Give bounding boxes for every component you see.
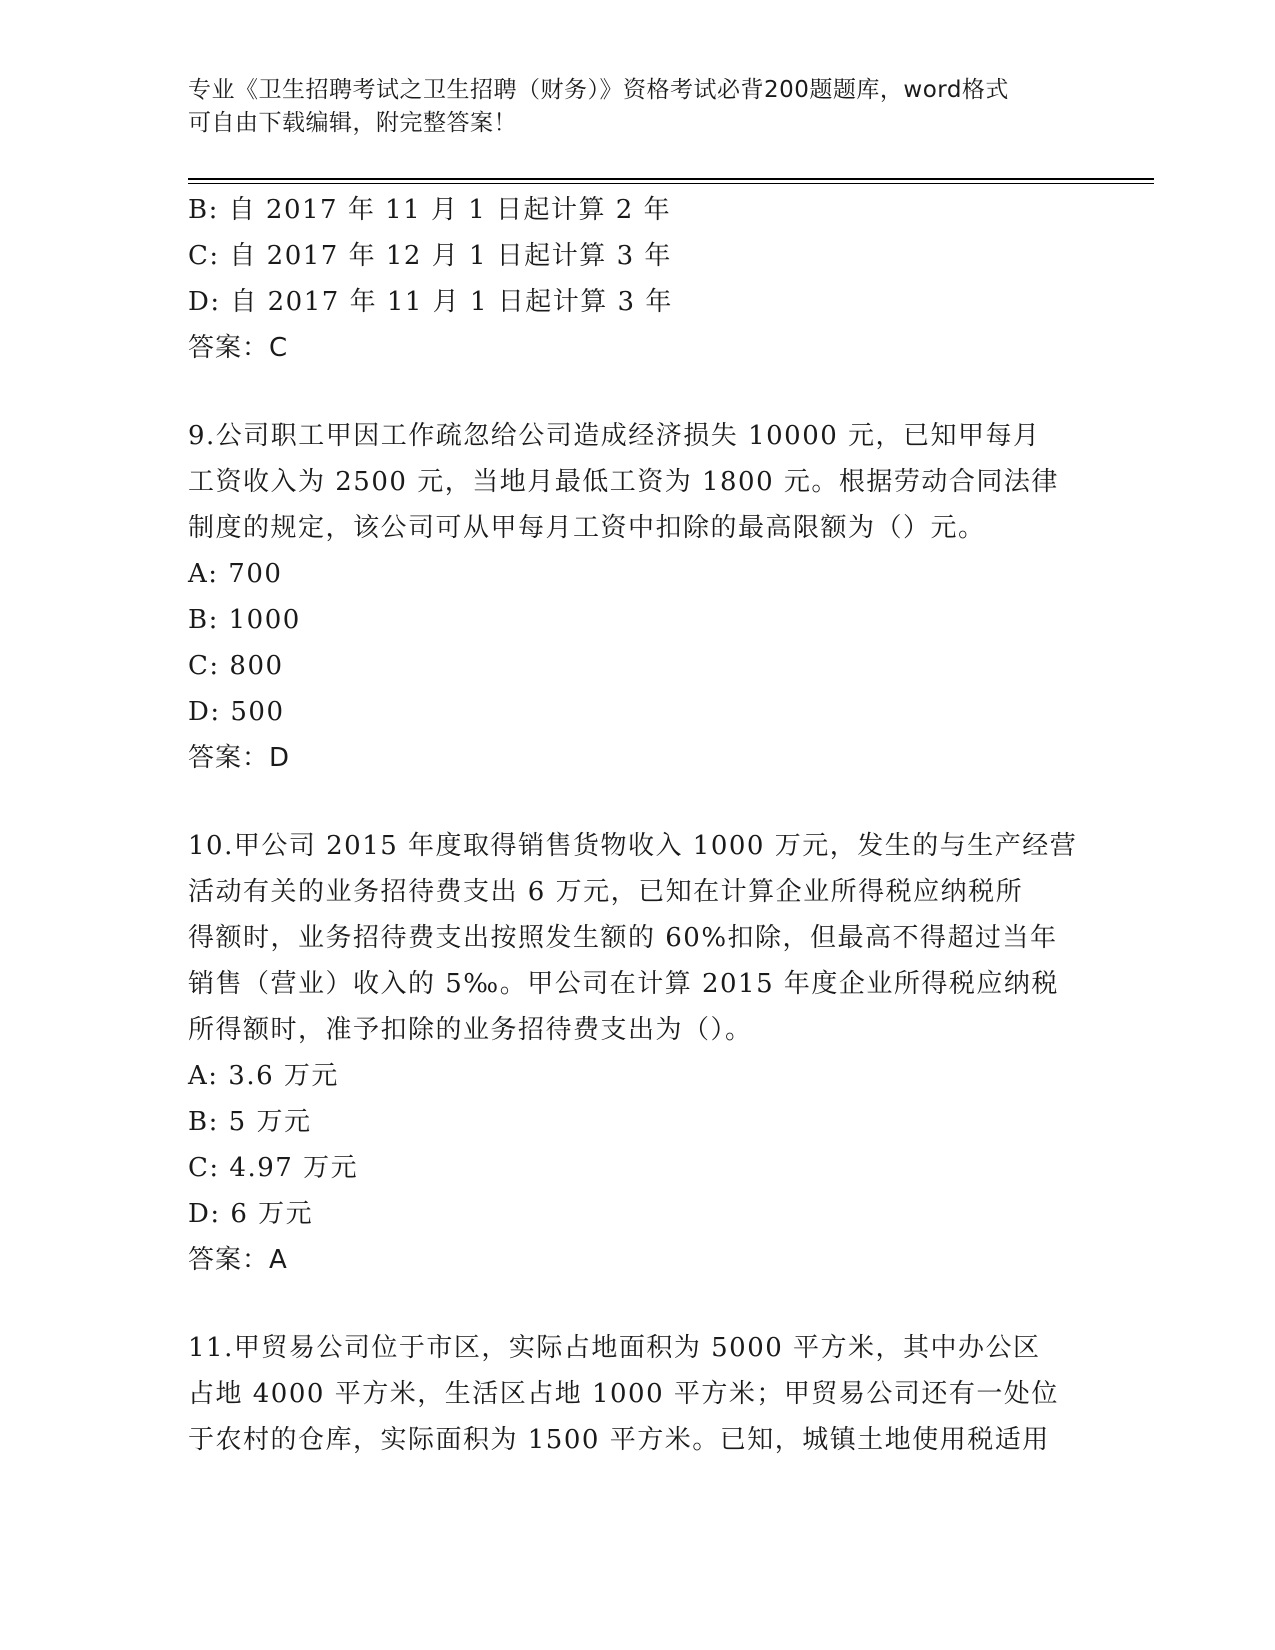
question-text-line: 工资收入为 2500 元，当地月最低工资为 1800 元。根据劳动合同法律 bbox=[188, 467, 1059, 497]
option-c: C: 4.97 万元 bbox=[188, 1153, 359, 1183]
document-body bbox=[188, 187, 1088, 1463]
option-a: A: 3.6 万元 bbox=[188, 1061, 339, 1091]
option-b: B: 自 2017 年 11 月 1 日起计算 2 年 bbox=[188, 195, 672, 225]
option-c: C: 800 bbox=[188, 651, 284, 681]
question-text-line: 10.甲公司 2015 年度取得销售货物收入 1000 万元，发生的与生产经营 bbox=[188, 831, 1078, 861]
header-rule-thick bbox=[188, 178, 1154, 180]
answer-line: 答案：A bbox=[188, 1245, 288, 1275]
question-text-line: 于农村的仓库，实际面积为 1500 平方米。已知，城镇土地使用税适用 bbox=[188, 1425, 1050, 1455]
answer-line: 答案：C bbox=[188, 333, 289, 363]
question-11 bbox=[188, 1325, 1088, 1463]
header-rule-thin bbox=[188, 183, 1154, 184]
question-8-fragment bbox=[188, 187, 1088, 371]
option-d: D: 500 bbox=[188, 697, 285, 727]
header-line-1: 专业《卫生招聘考试之卫生招聘（财务）》资格考试必背200题题库，word格式 bbox=[188, 77, 1009, 103]
header-line-2: 可自由下载编辑，附完整答案！ bbox=[188, 110, 517, 136]
question-text-line: 得额时，业务招待费支出按照发生额的 60%扣除，但最高不得超过当年 bbox=[188, 923, 1058, 953]
question-9 bbox=[188, 413, 1088, 781]
option-d: D: 6 万元 bbox=[188, 1199, 314, 1229]
question-text-line: 9.公司职工甲因工作疏忽给公司造成经济损失 10000 元，已知甲每月 bbox=[188, 421, 1041, 451]
question-text-line: 占地 4000 平方米，生活区占地 1000 平方米；甲贸易公司还有一处位 bbox=[188, 1379, 1059, 1409]
option-c: C: 自 2017 年 12 月 1 日起计算 3 年 bbox=[188, 241, 672, 271]
answer-line: 答案：D bbox=[188, 743, 291, 773]
option-d: D: 自 2017 年 11 月 1 日起计算 3 年 bbox=[188, 287, 673, 317]
question-10 bbox=[188, 823, 1088, 1283]
question-text-line: 所得额时，准予扣除的业务招待费支出为（）。 bbox=[188, 1015, 753, 1045]
question-text-line: 11.甲贸易公司位于市区，实际占地面积为 5000 平方米，其中办公区 bbox=[188, 1333, 1041, 1363]
question-text-line: 销售（营业）收入的 5‰。甲公司在计算 2015 年度企业所得税应纳税 bbox=[188, 969, 1059, 999]
option-b: B: 5 万元 bbox=[188, 1107, 312, 1137]
option-b: B: 1000 bbox=[188, 605, 301, 635]
option-a: A: 700 bbox=[188, 559, 283, 589]
document-header bbox=[188, 74, 1088, 140]
question-text-line: 活动有关的业务招待费支出 6 万元，已知在计算企业所得税应纳税所 bbox=[188, 877, 1024, 907]
question-text-line: 制度的规定，该公司可从甲每月工资中扣除的最高限额为（）元。 bbox=[188, 513, 986, 543]
